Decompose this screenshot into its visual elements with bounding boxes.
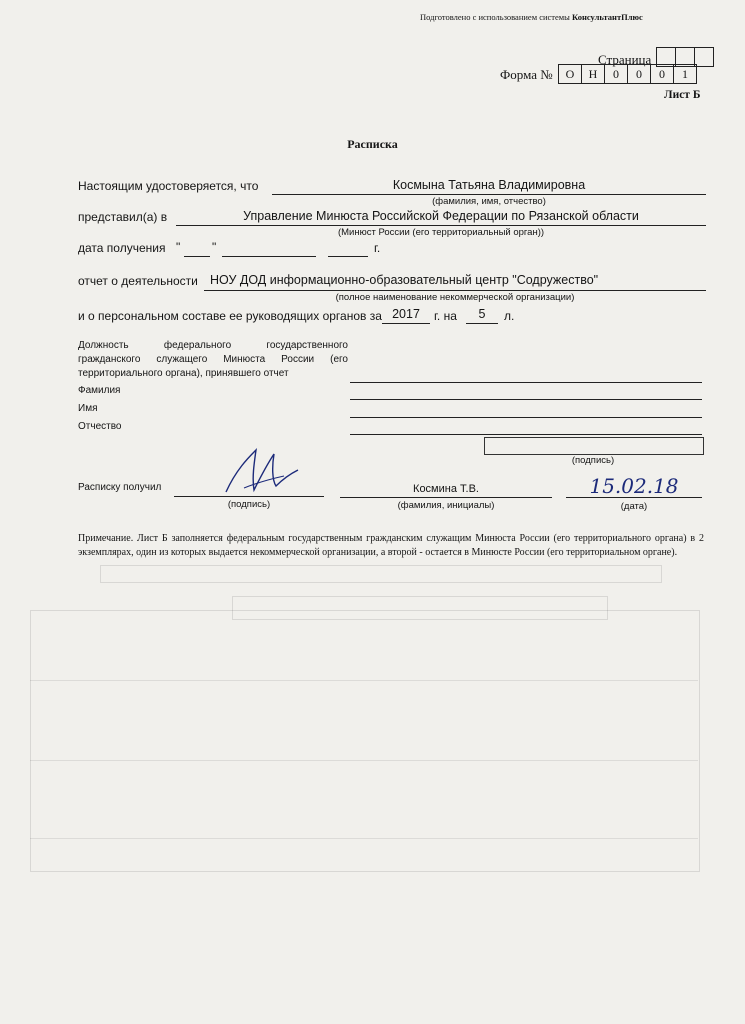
receiver-name-value[interactable]: Космина Т.В. (413, 483, 479, 495)
form-cell: О (559, 65, 582, 83)
form-number-label: Форма № (500, 67, 553, 82)
form-cell: Н (582, 65, 605, 83)
receiver-name-caption: (фамилия, инициалы) (397, 500, 495, 511)
date-quote-close: " (212, 240, 217, 254)
bleed-through-box (232, 596, 608, 620)
year-suffix: г. на (434, 309, 457, 323)
report-value[interactable]: НОУ ДОД информационно-образовательный центр "Содружество" (210, 273, 599, 287)
date-year-field[interactable] (328, 256, 368, 257)
surname-field[interactable] (350, 399, 702, 400)
submitted-line (176, 225, 706, 226)
date-month-field[interactable] (222, 256, 316, 257)
submitted-label: представил(а) в (78, 210, 168, 224)
bleed-through-frame (30, 610, 700, 872)
form-number-cells (558, 64, 697, 84)
receipt-date-value[interactable]: 15.02.18 (589, 474, 679, 498)
receipt-date-caption: (дата) (620, 501, 648, 512)
handwritten-signature (214, 440, 304, 502)
receiver-name-line (340, 497, 552, 498)
date-label: дата получения (78, 241, 166, 255)
bleed-through-line (30, 680, 698, 681)
report-line (204, 290, 706, 291)
name-field[interactable] (350, 417, 702, 418)
receiver-signature-field[interactable] (174, 496, 324, 497)
patronymic-label: Отчество (78, 421, 122, 432)
position-line-2: гражданского служащего Минюста России (его (78, 354, 348, 365)
prepared-prefix: Подготовлено с использованием системы (420, 12, 570, 22)
received-label: Расписку получил (78, 482, 162, 493)
bleed-through-line-3 (30, 838, 698, 839)
position-field[interactable] (350, 382, 702, 383)
sheet-count-line (466, 323, 498, 324)
submitted-value[interactable]: Управление Минюста Российской Федерации по Рязанской области (243, 209, 639, 223)
receiver-signature-caption: (подпись) (227, 499, 271, 510)
receipt-date-line (566, 497, 702, 498)
sheet-count-value[interactable]: 5 (478, 307, 486, 321)
personnel-label: и о персональном составе ее руководящих органов за (78, 309, 382, 323)
position-line-1: Должность федерального государственного (78, 340, 348, 351)
report-year-line (382, 323, 430, 324)
prepared-with-note (420, 12, 643, 22)
sheet-label: Лист Б (664, 89, 701, 101)
date-year-suffix: г. (374, 241, 381, 255)
name-label: Имя (78, 403, 98, 414)
count-suffix: л. (504, 309, 515, 323)
report-label: отчет о деятельности (78, 274, 198, 288)
certify-line (272, 194, 706, 195)
certify-value[interactable]: Космына Татьяна Владимировна (392, 178, 586, 192)
footnote: Примечание. Лист Б заполняется федеральным государственным гражданским служащим Минюста России (его территориального органа) в 2 экземплярах, один из которых выдается некоммерческой организации, а второй - остается в Минюсте России (его территориальном органе). (78, 533, 704, 558)
form-cell: 1 (682, 67, 688, 81)
surname-label: Фамилия (78, 385, 121, 396)
official-signature-box[interactable] (484, 437, 704, 455)
date-quote-open: " (176, 240, 181, 254)
bleed-through-box-2 (100, 565, 662, 583)
report-caption: (полное наименование некоммерческой организации) (335, 292, 575, 303)
form-cell: 0 (605, 65, 628, 83)
certify-caption: (фамилия, имя, отчество) (432, 196, 546, 207)
official-signature-caption: (подпись) (571, 455, 615, 466)
page-title: Расписка (347, 137, 398, 151)
bleed-through-line-2 (30, 760, 698, 761)
date-day-field[interactable] (184, 256, 210, 257)
page-label: Страница (598, 52, 652, 67)
form-cell: 0 (651, 65, 674, 83)
prepared-brand: КонсультантПлюс (572, 12, 643, 22)
form-cell: 0 (628, 65, 651, 83)
certify-label: Настоящим удостоверяется, что (78, 179, 259, 193)
submitted-caption: (Минюст России (его территориальный орган)) (337, 227, 545, 238)
patronymic-field[interactable] (350, 434, 702, 435)
position-line-3: территориального органа), принявшего отчет (78, 368, 289, 379)
report-year-value[interactable]: 2017 (392, 307, 420, 321)
